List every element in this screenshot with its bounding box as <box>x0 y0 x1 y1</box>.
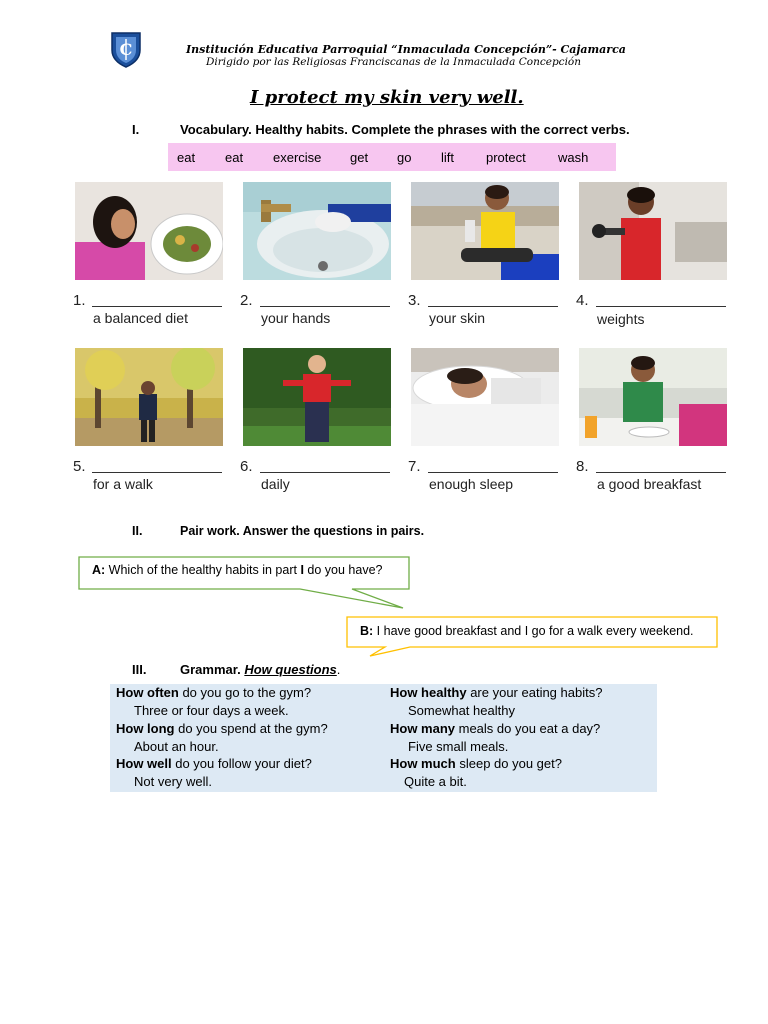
grammar-question <box>116 721 328 736</box>
word-bank-word: eat <box>177 150 196 165</box>
bubble-a-bold: I <box>300 563 304 577</box>
word-bank-word: eat <box>225 150 244 165</box>
item-phrase: for a walk <box>93 476 153 492</box>
grammar-question <box>390 756 562 771</box>
section3-heading-suffix: . <box>336 662 341 677</box>
institution-subtitle: Dirigido por las Religiosas Franciscanas de la Inmaculada Concepción <box>206 56 582 68</box>
speaker-b-label: B: <box>360 624 374 638</box>
question-rest: do you spend at the gym? <box>174 721 328 736</box>
item-phrase: your skin <box>429 310 486 326</box>
item-number: 5. <box>73 458 86 475</box>
grammar-question <box>390 721 600 736</box>
item-number: 7. <box>408 458 421 475</box>
item-phrase: weights <box>597 311 645 327</box>
question-word: How long <box>116 721 175 736</box>
question-word: How healthy <box>390 685 467 700</box>
grammar-question <box>116 756 312 771</box>
item-phrase: daily <box>261 476 290 492</box>
item-phrase: enough sleep <box>429 476 514 492</box>
word-bank-word: go <box>397 150 412 165</box>
section1-heading: Vocabulary. Healthy habits. Complete the phrases with the correct verbs. <box>180 122 630 137</box>
question-rest: meals do you eat a day? <box>455 721 601 736</box>
grammar-answer: Five small meals. <box>408 739 509 754</box>
word-bank-word: exercise <box>273 150 322 165</box>
speech-bubble-b <box>360 624 694 638</box>
item-number: 2. <box>240 292 253 309</box>
section3-numeral: III. <box>132 662 147 677</box>
question-word: How much <box>390 756 456 771</box>
worksheet-title: I protect my skin very well. <box>250 87 524 108</box>
section2-numeral: II. <box>132 524 143 538</box>
section3-heading <box>180 662 340 677</box>
question-word: How well <box>116 756 172 771</box>
section3-heading-prefix: Grammar. <box>180 662 245 677</box>
bubble-b-text: I have good breakfast and I go for a walk every weekend. <box>373 624 694 638</box>
svg-text:C: C <box>119 40 133 59</box>
question-rest: do you follow your diet? <box>171 756 312 771</box>
word-bank-word: get <box>350 150 369 165</box>
word-bank-word: wash <box>558 150 589 165</box>
item-number: 3. <box>408 292 421 309</box>
speaker-a-label: A: <box>92 563 106 577</box>
question-word: How often <box>116 685 179 700</box>
section3-heading-emph: How questions <box>244 662 337 677</box>
item-number: 4. <box>576 292 589 309</box>
question-rest: do you go to the gym? <box>178 685 312 700</box>
word-bank-word: lift <box>441 150 454 165</box>
grammar-answer: Quite a bit. <box>404 774 467 789</box>
grammar-answer: Not very well. <box>134 774 213 789</box>
grammar-question <box>390 685 602 700</box>
institution-name: Institución Educativa Parroquial “Inmaculada Concepción”- Cajamarca <box>186 43 626 56</box>
speech-bubble-a <box>92 563 382 577</box>
word-bank-word: protect <box>486 150 526 165</box>
question-word: How many <box>390 721 456 736</box>
grammar-answer: Somewhat healthy <box>408 703 515 718</box>
grammar-box <box>110 684 657 792</box>
item-phrase: your hands <box>261 310 331 326</box>
item-phrase: a balanced diet <box>93 310 188 326</box>
grammar-question <box>116 685 311 700</box>
item-number: 8. <box>576 458 589 475</box>
grammar-answer: About an hour. <box>134 739 219 754</box>
item-number: 6. <box>240 458 253 475</box>
question-rest: are your eating habits? <box>466 685 603 700</box>
item-number: 1. <box>73 292 86 309</box>
question-rest: sleep do you get? <box>455 756 562 771</box>
bubble-a-text-end: do you have? <box>303 563 383 577</box>
section2-heading: Pair work. Answer the questions in pairs. <box>180 524 425 538</box>
grammar-answer: Three or four days a week. <box>134 703 289 718</box>
bubble-a-text: Which of the healthy habits in part <box>105 563 301 577</box>
item-phrase: a good breakfast <box>597 476 702 492</box>
section1-numeral: I. <box>132 122 140 137</box>
